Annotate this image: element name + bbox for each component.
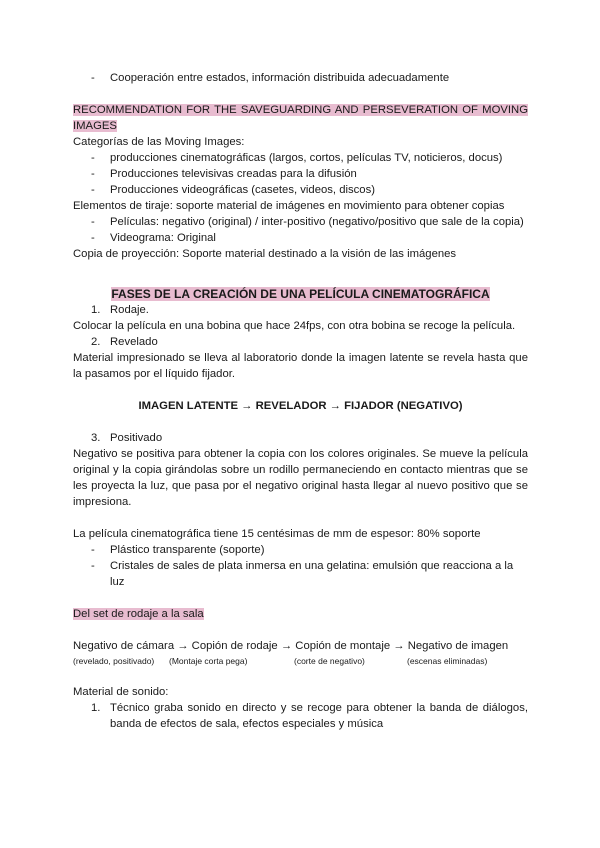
numbered-item: 2. Revelado (91, 336, 158, 348)
paragraph: La película cinematográfica tiene 15 centésimas de mm de espesor: 80% soporte (73, 528, 481, 540)
list-item: - Plástico transparente (soporte) (73, 542, 528, 558)
list-item: - Cooperación entre estados, información distribuida adecuadamente (73, 70, 528, 86)
numbered-item: 3. Positivado (91, 432, 163, 444)
numbered-item: 1. Técnico graba sonido en directo y se recoge para obtener la banda de diálogos, banda de efectos de sala, efectos especiales y música (91, 702, 528, 730)
list-item: - producciones cinematográficas (largos, cortos, películas TV, noticieros, docus) (73, 150, 528, 166)
workflow-notes (73, 654, 528, 668)
workflow-note: (corte de negativo) (294, 656, 365, 666)
projection-copy: Copia de proyección: Soporte material destinado a la visión de las imágenes (73, 248, 457, 260)
list-item: - Producciones videográficas (casetes, videos, discos) (73, 182, 528, 198)
document-page (73, 70, 528, 732)
workflow-note: (escenas eliminadas) (407, 656, 488, 666)
section-heading-recommendation: RECOMMENDATION FOR THE SAVEGUARDING AND PERSEVERATION OF MOVING IMAGES (73, 104, 528, 132)
paragraph: Negativo se positiva para obtener la copia con los colores originales. Se mueve la película original y la copia girándolas sobre un rodillo permaneciendo en contacto mientras que se les proyecta la luz, que pasa por el negativo original hasta llegar al nuevo positivo que se impresiona. (73, 448, 528, 508)
categories-label: Categorías de las Moving Images: (73, 136, 245, 148)
paragraph: Colocar la película en una bobina que hace 24fps, con otra bobina se recoge la película. (73, 320, 516, 332)
paragraph: Material impresionado se lleva al laboratorio donde la imagen latente se revela hasta que la pasamos por el líquido fijador. (73, 352, 528, 380)
section-heading-set: Del set de rodaje a la sala (73, 608, 204, 620)
list-item: - Producciones televisivas creadas para la difusión (73, 166, 528, 182)
sound-label: Material de sonido: (73, 686, 169, 698)
list-item: - Cristales de sales de plata inmersa en una gelatina: emulsión que reacciona a la luz (73, 558, 528, 590)
list-item: - Películas: negativo (original) / inter-positivo (negativo/positivo que sale de la copia) (73, 214, 528, 230)
numbered-item: 1. Rodaje. (91, 304, 149, 316)
workflow-chain: Negativo de cámara → Copión de rodaje → Copión de montaje → Negativo de imagen (73, 640, 509, 652)
workflow-note: (revelado, positivado) (73, 656, 155, 666)
list-item: - Videograma: Original (73, 230, 528, 246)
process-flow: IMAGEN LATENTE → REVELADOR → FIJADOR (NEGATIVO) (138, 400, 463, 412)
workflow-note: (Montaje corta pega) (169, 656, 248, 666)
elements-label: Elementos de tiraje: soporte material de imágenes en movimiento para obtener copias (73, 200, 505, 212)
section-heading-fases: FASES DE LA CREACIÓN DE UNA PELÍCULA CINEMATOGRÁFICA (111, 287, 490, 301)
